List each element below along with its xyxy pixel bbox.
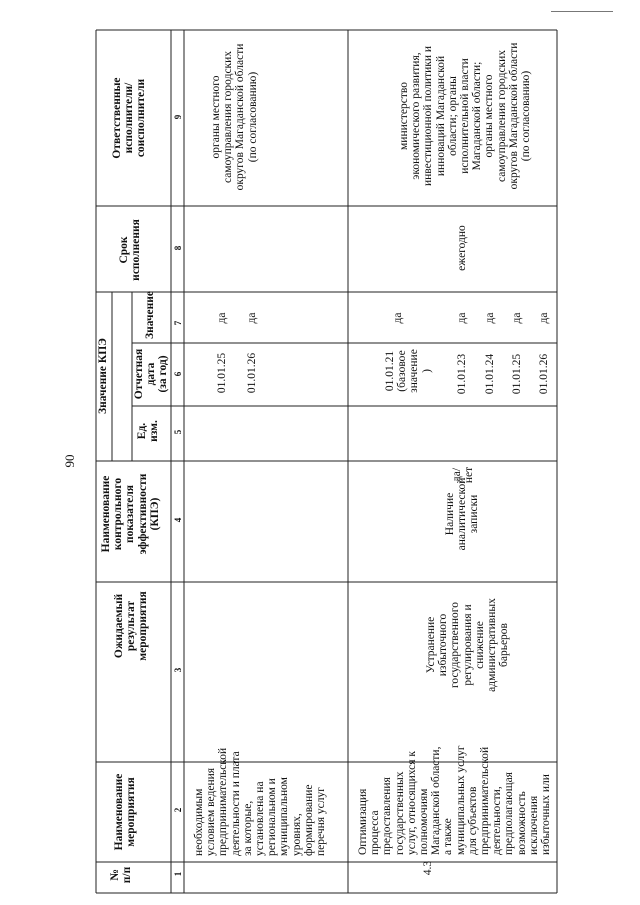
cont-value-1: да	[216, 312, 228, 324]
value-5: да	[538, 312, 550, 324]
page-number: 90	[62, 454, 77, 468]
date-5: 01.01.26	[538, 353, 550, 395]
col-number-7: 7	[173, 320, 183, 326]
col-number-3: 3	[173, 667, 183, 673]
date-3: 01.01.24	[484, 353, 496, 395]
header-number: № п/п	[109, 866, 134, 884]
header-unit: Ед. изм.	[136, 420, 161, 442]
value-3: да	[484, 312, 496, 324]
date-1: 01.01.21 (базовое значение )	[384, 349, 433, 393]
header-indicator: Наименование контрольного показателя эффективности (КПЭ)	[100, 473, 161, 555]
header-activity-name: Наименование мероприятия	[113, 773, 138, 851]
cont-responsible: органы местного самоуправления городских округов Магаданской области (по согласованию)	[210, 43, 259, 191]
col-number-1: 1	[173, 871, 183, 877]
expected-result: Устранение избыточного государственного регулирования и снижение административных барьеров	[425, 598, 511, 692]
header-report-date: Отчетная дата (за год)	[133, 348, 170, 400]
responsible: министерство экономического развития, инвестиционной политики и инноваций Магаданской области; органы исполнительной власти Магаданской области; органы местного самоуправления городских округов Магаданской области (по согласованию)	[398, 42, 533, 190]
col-number-2: 2	[173, 807, 183, 813]
row-number: 4.3	[422, 860, 434, 876]
value-4: да	[511, 312, 523, 324]
col-number-8: 8	[173, 245, 183, 251]
activity-name: Оптимизация процесса предоставления государственных услуг, относящихся к полномочиям Магаданской области, а также муниципальных услуг для субъектов предпринимательской деятельности, предполагающая возможность исключения избыточных или	[357, 745, 553, 855]
value-2: да	[456, 312, 468, 324]
header-term: Срок исполнения	[118, 219, 143, 281]
header-value: Значение	[144, 291, 156, 339]
col-number-9: 9	[173, 114, 183, 120]
col-number-6: 6	[173, 371, 183, 377]
unit-value: да/ нет	[451, 466, 476, 484]
term: ежегодно	[456, 225, 468, 271]
date-4: 01.01.25	[511, 353, 523, 395]
header-expected-result: Ожидаемый результат мероприятия	[113, 591, 150, 661]
header-kpe-group: Значение КПЭ	[97, 338, 109, 414]
value-1: да	[392, 312, 404, 324]
col-number-4: 4	[173, 517, 183, 523]
indicator-name: Наличие аналитической записки	[444, 477, 481, 551]
date-2: 01.01.23	[456, 353, 468, 395]
cont-activity-name: необходимым условием ведения предпринимательской деятельности и плата за которые, установлена на региональном и муниципальном уровнях, формирование перечня услуг	[193, 747, 328, 856]
cont-date-2: 01.01.26	[246, 352, 258, 394]
cont-value-2: да	[246, 312, 258, 324]
header-responsible: Ответственные исполнители/ соисполнители	[111, 77, 148, 159]
col-number-5: 5	[173, 429, 183, 435]
cont-date-1: 01.01.25	[216, 352, 228, 394]
